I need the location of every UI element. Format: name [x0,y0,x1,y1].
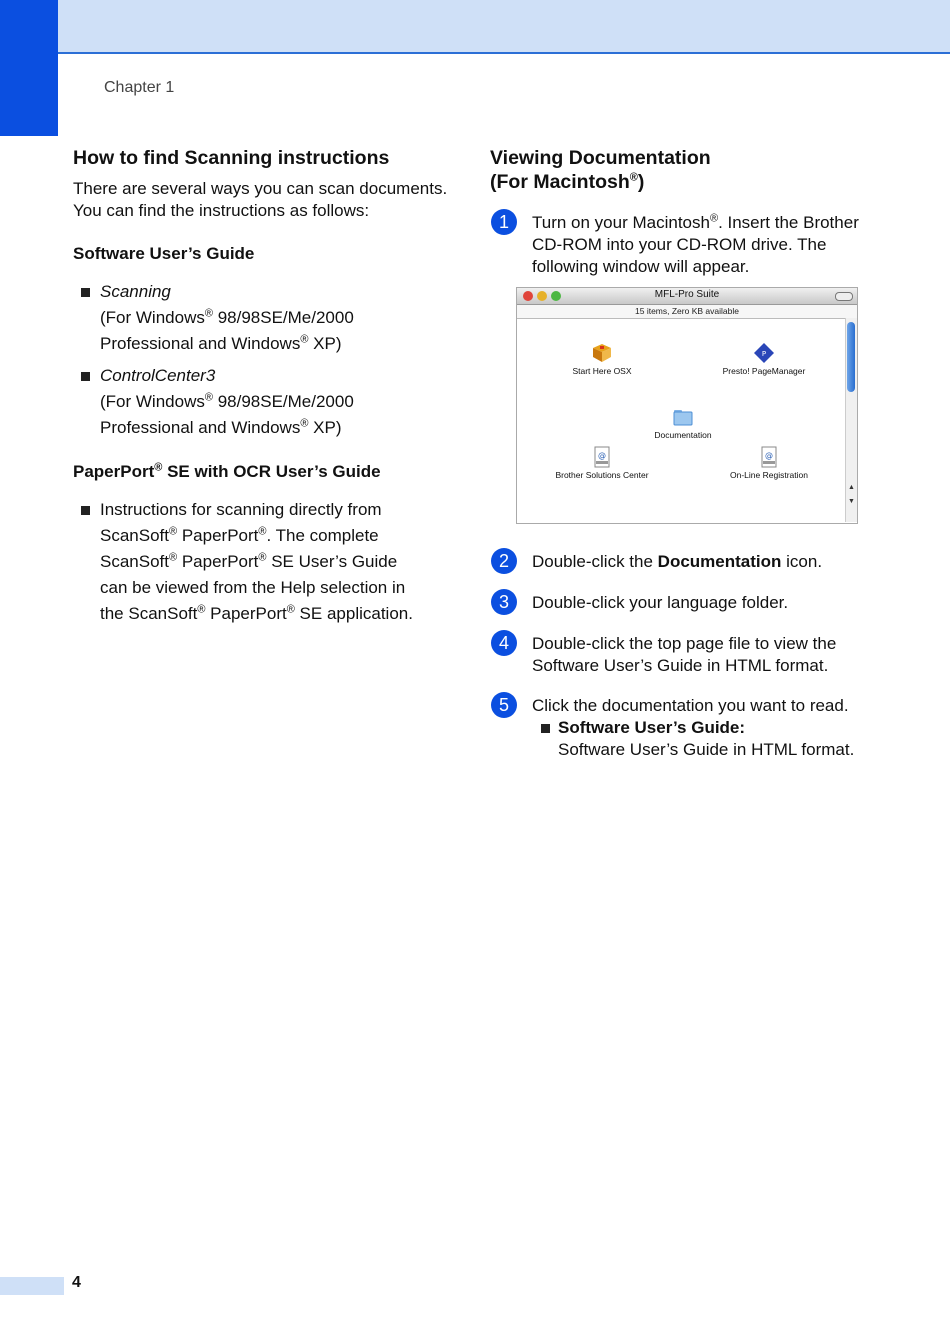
section-title-mac: Viewing Documentation (For Macintosh®) [490,147,711,193]
package-icon [591,342,613,364]
left-column [73,146,453,627]
list-item: Scanning (For Windows® 98/98SE/Me/2000 Professional and Windows® XP) [73,279,453,357]
step-3: 3 Double-click your language folder. [490,592,870,614]
web-link-icon [591,446,613,468]
item-name: ControlCenter3 [100,366,216,385]
vertical-scrollbar[interactable] [845,318,857,522]
bullet-square [541,724,550,733]
chapter-label: Chapter 1 [104,79,175,96]
brother-solutions-center-item[interactable]: @ Brother Solutions Center [542,446,662,480]
subheading-software-guide: Software User’s Guide [73,244,255,263]
finder-title: MFL-Pro Suite [654,289,720,300]
online-registration-item[interactable]: @ On-Line Registration [709,446,829,480]
subheading-paperport-guide: PaperPort® SE with OCR User’s Guide [73,461,381,481]
step-number: 4 [491,630,517,656]
list-item: ControlCenter3 (For Windows® 98/98SE/Me/2000 Professional and Windows® XP) [73,363,453,441]
svg-text:@: @ [765,451,773,460]
sub-bullet: Software User’s Guide: Software User’s Guide in HTML format. [532,717,870,761]
folder-icon [672,406,694,428]
section-title: How to find Scanning instructions [73,147,390,169]
toolbar-toggle-icon[interactable] [835,292,853,301]
step-4: 4 Double-click the top page file to view the Software User’s Guide in HTML format. [490,633,870,677]
page-number: 4 [72,1274,81,1291]
start-here-osx-item[interactable]: Start Here OSX [542,342,662,376]
scroll-up-icon[interactable]: ▲ [848,484,855,491]
finder-title-bar [517,288,857,305]
step-1: 1 Turn on your Macintosh®. Insert the Brother CD-ROM into your CD-ROM drive. The following window will appear. [490,212,870,278]
finder-status: 15 items, Zero KB available [517,305,857,319]
step-number: 1 [491,209,517,235]
step-number: 3 [491,589,517,615]
guide-list [73,279,453,441]
step-number: 5 [491,692,517,718]
presto-icon [753,342,775,364]
finder-window [516,287,858,524]
scroll-thumb[interactable] [847,322,855,392]
intro-text: There are several ways you can scan documents. You can find the instructions as follows: [73,179,448,220]
web-link-icon [758,446,780,468]
step-2: 2 Double-click the Documentation icon. [490,551,870,573]
svg-text:P: P [761,350,767,358]
list-item: Instructions for scanning directly from ScanSoft® PaperPort®. The complete ScanSoft® PaperPort® SE User’s Guide can be viewed from the Help selection in the ScanSoft® PaperPort® SE application. [73,497,453,627]
step-number: 2 [491,548,517,574]
bullet-square [81,288,90,297]
bullet-square [81,372,90,381]
item-name: Scanning [100,282,171,301]
bullet-square [81,506,90,515]
svg-text:@: @ [598,451,606,460]
step-5: 5 Click the documentation you want to read. Software User’s Guide: Software User’s Guide in HTML format. [490,695,870,761]
scroll-down-icon[interactable]: ▼ [848,498,855,505]
header-band [0,0,950,54]
paperport-list [73,497,453,627]
chapter-tab [0,0,58,136]
documentation-item[interactable]: Documentation [623,406,743,440]
page-number-band [0,1277,64,1295]
presto-pagemanager-item[interactable]: P Presto! PageManager [704,342,824,376]
